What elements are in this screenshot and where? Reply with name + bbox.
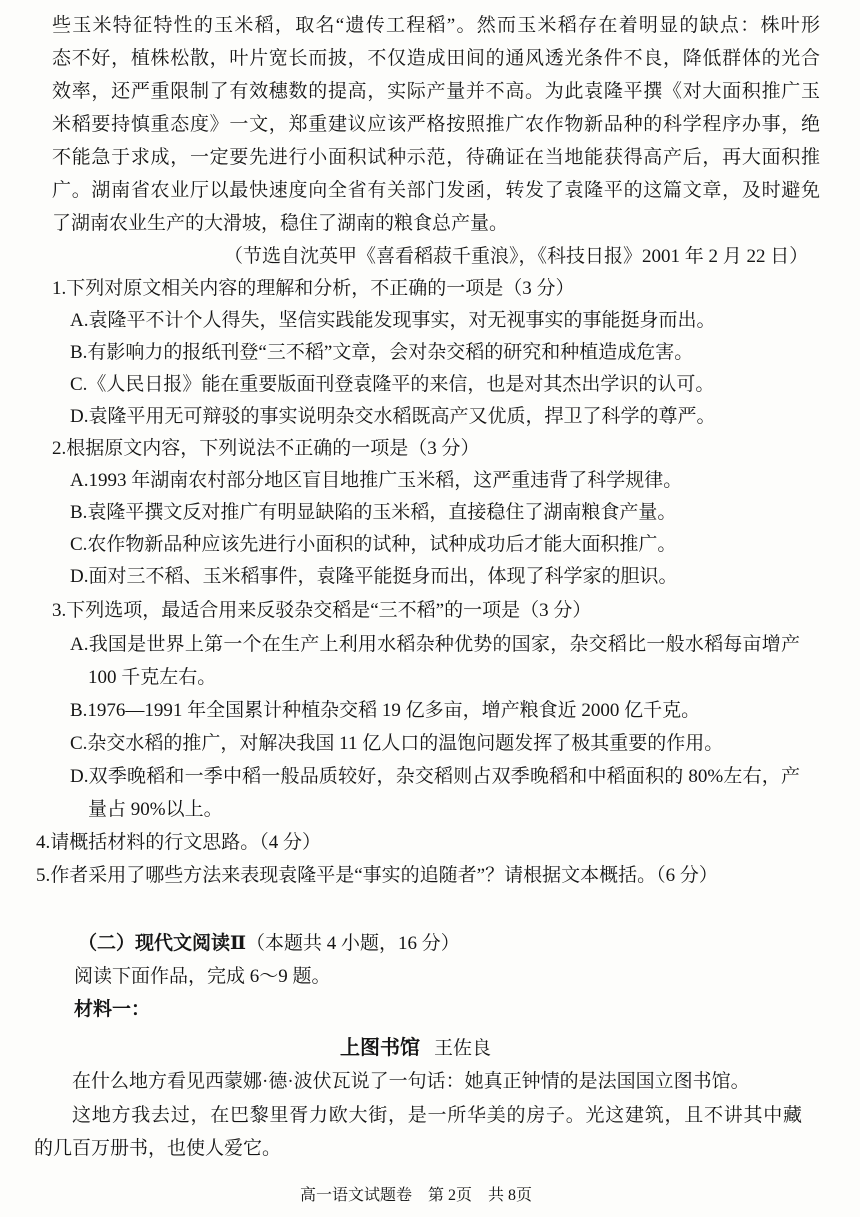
passage-line: 广。湖南省农业厅以最快速度向全省有关部门发函，转发了袁隆平的这篇文章，及时避免: [52, 180, 820, 201]
question-1-option-d: D.袁隆平用无可辩驳的事实说明杂交水稻既高产又优质，捍卫了科学的尊严。: [70, 406, 716, 427]
article-title: 上图书馆: [340, 1037, 420, 1059]
passage-line: 米稻要持慎重态度》一文，郑重建议应该严格按照推广农作物新品种的科学程序办事，绝: [52, 114, 820, 135]
question-1-option-c: C.《人民日报》能在重要版面刊登袁隆平的来信，也是对其杰出学识的认可。: [70, 374, 715, 395]
section-meta: （本题共 4 小题，16 分）: [246, 933, 460, 954]
question-3-stem: 3.下列选项，最适合用来反驳杂交稻是“三不稻”的一项是（3 分）: [52, 600, 592, 621]
question-3-option-a: A.我国是世界上第一个在生产上利用水稻杂种优势的国家，杂交稻比一般水稻每亩增产: [70, 634, 800, 655]
question-2-option-d: D.面对三不稻、玉米稻事件，袁隆平能挺身而出，体现了科学家的胆识。: [70, 566, 678, 587]
article-line: 在什么地方看见西蒙娜·德·波伏瓦说了一句话：她真正钟情的是法国国立图书馆。: [72, 1071, 750, 1092]
article-line: 这地方我去过，在巴黎里胥力欧大街，是一所华美的房子。光这建筑，且不讲其中藏: [72, 1105, 802, 1126]
article-heading: [340, 1033, 491, 1064]
passage-line: 了湖南农业生产的大滑坡，稳住了湖南的粮食总产量。: [52, 213, 509, 234]
question-2-stem: 2.根据原文内容，下列说法不正确的一项是（3 分）: [52, 438, 480, 459]
page-footer: 高一语文试题卷 第 2页 共 8页: [300, 1187, 533, 1204]
material-label: 材料一：: [74, 999, 151, 1020]
question-3-option-d-cont: 量占 90%以上。: [88, 799, 223, 820]
question-4: 4.请概括材料的行文思路。（4 分）: [36, 832, 322, 853]
question-3-option-b: B.1976—1991 年全国累计种植杂交稻 19 亿多亩，增产粮食近 2000 亿千克。: [70, 700, 701, 721]
question-1-option-a: A.袁隆平不计个人得失，坚信实践能发现事实，对无视事实的事能挺身而出。: [70, 310, 716, 331]
question-5: 5.作者采用了哪些方法来表现袁隆平是“事实的追随者”？请根据文本概括。（6 分）: [36, 865, 718, 886]
question-3-option-a-cont: 100 千克左右。: [88, 667, 217, 688]
question-1-option-b: B.有影响力的报纸刊登“三不稻”文章，会对杂交稻的研究和种植造成危害。: [70, 342, 694, 363]
section-instruction: 阅读下面作品，完成 6～9 题。: [74, 966, 331, 987]
section-heading: [78, 929, 460, 959]
passage-line: 些玉米特征特性的玉米稻，取名“遗传工程稻”。然而玉米稻存在着明显的缺点：株叶形: [52, 15, 820, 36]
article-line: 的几百万册书，也使人爱它。: [34, 1138, 282, 1159]
passage-line: 态不好，植株松散，叶片宽长而披，不仅造成田间的通风透光条件不良，降低群体的光合: [52, 48, 820, 69]
passage-line: 不能急于求成，一定要先进行小面积试种示范，待确证在当地能获得高产后，再大面积推: [52, 147, 820, 168]
section-title: （二）现代文阅读Ⅱ: [78, 933, 247, 954]
article-author: 王佐良: [434, 1038, 492, 1059]
question-2-option-c: C.农作物新品种应该先进行小面积的试种，试种成功后才能大面积推广。: [70, 534, 677, 555]
question-2-option-a: A.1993 年湖南农村部分地区盲目地推广玉米稻，这严重违背了科学规律。: [70, 470, 683, 491]
question-3-option-d: D.双季晚稻和一季中稻一般品质较好，杂交稻则占双季晚稻和中稻面积的 80%左右，产: [70, 766, 800, 787]
question-3-option-c: C.杂交水稻的推广，对解决我国 11 亿人口的温饱问题发挥了极其重要的作用。: [70, 733, 724, 754]
source-note: （节选自沈英甲《喜看稻菽千重浪》，《科技日报》2001 年 2 月 22 日）: [224, 246, 809, 267]
question-1-stem: 1.下列对原文相关内容的理解和分析，不正确的一项是（3 分）: [52, 278, 575, 299]
question-2-option-b: B.袁隆平撰文反对推广有明显缺陷的玉米稻，直接稳住了湖南粮食产量。: [70, 502, 677, 523]
passage-line: 效率，还严重限制了有效穗数的提高，实际产量并不高。为此袁隆平撰《对大面积推广玉: [52, 81, 820, 102]
